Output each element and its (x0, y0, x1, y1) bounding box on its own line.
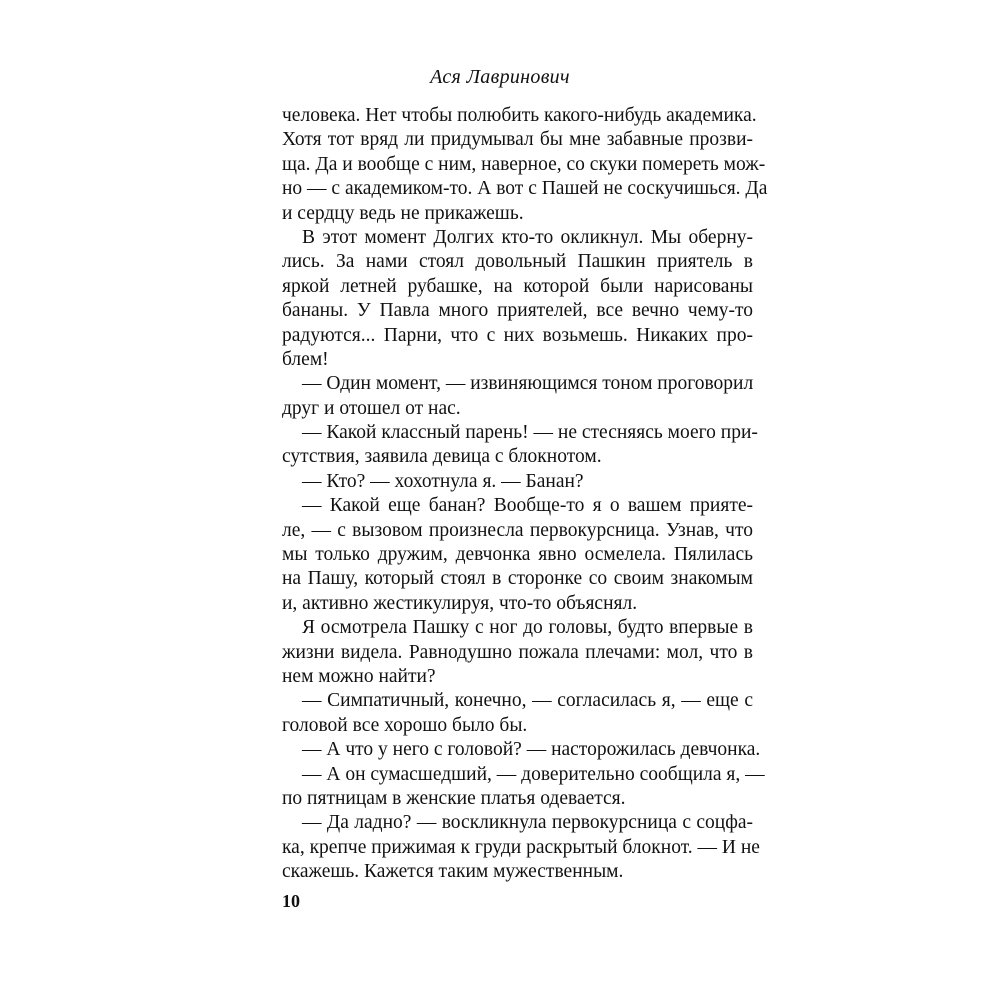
text-line: — Какой классный парень! — не стесняясь моего при- (302, 422, 758, 444)
text-line: — Какой еще банан? Вообще-то я о вашем приятe- (302, 495, 753, 517)
body-text (282, 104, 768, 885)
text-line: лись. За нами стоял довольный Пашкин приятель в (282, 251, 753, 273)
text-line: Хотя тот вряд ли придумывал бы мне забавные прозви- (282, 129, 753, 151)
text-line: — Один момент, — извиняющимся тоном проговорил (302, 373, 754, 395)
text-line: — Кто? — хохотнула я. — Банан? (302, 470, 584, 492)
text-line: нем можно найти? (282, 665, 436, 687)
text-line: жизни видела. Равнодушно пожала плечами: мол, что в (282, 641, 753, 663)
text-line: — Симпатичный, конечно, — согласилась я, — еще с (302, 690, 753, 712)
text-line: — А что у него с головой? — насторожилась девчонка. (302, 739, 761, 761)
text-line: ща. Да и вообще с ним, наверное, со скуки помереть мож- (282, 153, 766, 175)
text-line: друг и отошел от нас. (282, 397, 461, 419)
text-line: сутствия, заявила девица с блокнотом. (282, 446, 602, 468)
text-line: по пятницам в женские платья одевается. (282, 787, 626, 809)
text-line: Я осмотрела Пашку с ног до головы, будто впервые в (302, 617, 753, 639)
text-line: В этот момент Долгих кто-то окликнул. Мы оберну- (302, 226, 753, 248)
text-line: радуются... Парни, что с них возьмешь. Никаких про- (282, 324, 753, 346)
text-line: — Да ладно? — воскликнула первокурсница с соцфа- (302, 812, 753, 834)
text-line: мы только дружим, девчонка явно осмелела. Пялилась (282, 544, 753, 566)
text-line: человека. Нет чтобы полюбить какого-нибудь академика. (282, 105, 757, 126)
text-line: ка, крепче прижимая к груди раскрытый блокнот. — И не (282, 836, 760, 858)
running-head: Ася Лавринович (430, 66, 570, 88)
text-line: и, активно жестикулируя, что-то объяснял. (282, 592, 638, 614)
text-line: блем! (282, 348, 329, 370)
text-line: но — с академиком-то. А вот с Пашей не соскучишься. Да (282, 178, 768, 200)
text-line: бананы. У Павла много приятелей, все вечно чему-то (282, 300, 753, 322)
page-number: 10 (282, 891, 300, 911)
text-line: ле, — с вызовом произнесла первокурсница. Узнав, что (282, 519, 753, 541)
text-line: — А он сумасшедший, — доверительно сообщила я, — (302, 763, 765, 785)
text-line: головой все хорошо было бы. (282, 714, 528, 736)
text-line: скажешь. Кажется таким мужественным. (282, 861, 624, 883)
text-line: и сердцу ведь не прикажешь. (282, 202, 524, 224)
text-line: яркой летней рубашке, на которой были нарисованы (282, 275, 753, 297)
text-line: на Пашу, который стоял в сторонке со своим знакомым (282, 568, 753, 590)
